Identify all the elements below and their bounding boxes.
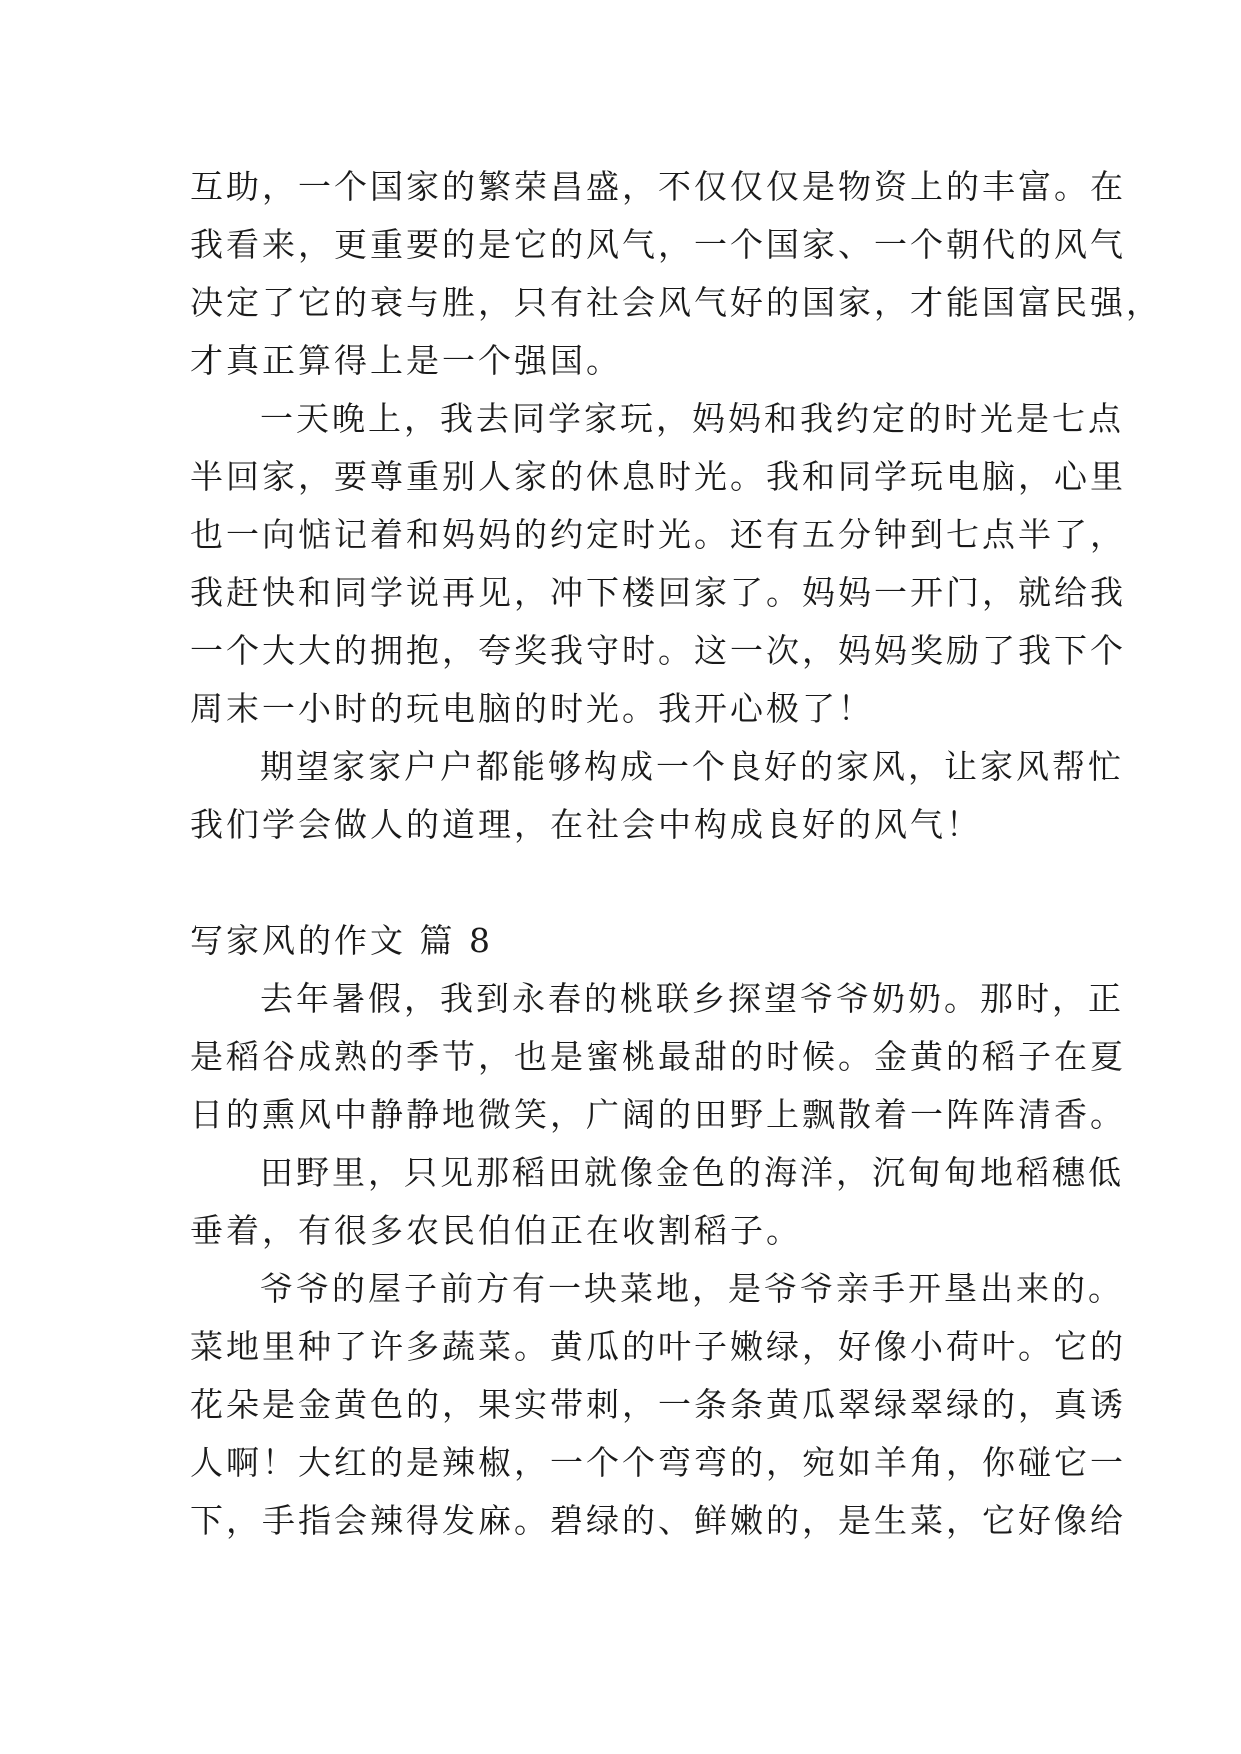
paragraph-vegetable-garden: [190, 1260, 1126, 1550]
text-line: 我们学会做人的道理，在社会中构成良好的风气！: [190, 805, 982, 844]
paragraph-continuation: [190, 158, 1162, 390]
text-line: 花朵是金黄色的，果实带刺，一条条黄瓜翠绿翠绿的，真诱: [190, 1385, 1126, 1424]
paragraph-closing-wish: [190, 738, 1124, 854]
text-line: 决定了它的衰与胜，只有社会风气好的国家，才能国富民强，: [190, 283, 1162, 322]
text-line: 也一向惦记着和妈妈的约定时光。还有五分钟到七点半了，: [190, 515, 1126, 554]
text-line: 才真正算得上是一个强国。: [190, 341, 622, 380]
essay-body: [190, 158, 1162, 1550]
text-line: 是稻谷成熟的季节，也是蜜桃最甜的时候。金黄的稻子在夏: [190, 1037, 1126, 1076]
section-heading: 写家风的作文 篇 8: [190, 921, 493, 960]
paragraph-rice-fields: [190, 1144, 1124, 1260]
text-line: 周末一小时的玩电脑的时光。我开心极了！: [190, 689, 874, 728]
text-line: 互助，一个国家的繁荣昌盛，不仅仅仅是物资上的丰富。在: [190, 167, 1126, 206]
text-line: 我看来，更重要的是它的风气，一个国家、一个朝代的风气: [190, 225, 1126, 264]
text-line: 我赶快和同学说再见，冲下楼回家了。妈妈一开门，就给我: [190, 573, 1126, 612]
text-line: 菜地里种了许多蔬菜。黄瓜的叶子嫩绿，好像小荷叶。它的: [190, 1327, 1126, 1366]
section-gap: [190, 854, 1070, 912]
text-line: 人啊！大红的是辣椒，一个个弯弯的，宛如羊角，你碰它一: [190, 1443, 1126, 1482]
text-line: 垂着，有很多农民伯伯正在收割稻子。: [190, 1211, 802, 1250]
text-line: 半回家，要尊重别人家的休息时光。我和同学玩电脑，心里: [190, 457, 1126, 496]
text-line: 日的熏风中静静地微笑，广阔的田野上飘散着一阵阵清香。: [190, 1095, 1126, 1134]
text-line: 爷爷的屋子前方有一块菜地，是爷爷亲手开垦出来的。: [260, 1269, 1124, 1308]
text-line: 下，手指会辣得发麻。碧绿的、鲜嫩的，是生菜，它好像给: [190, 1501, 1126, 1540]
paragraph-evening-visit: [190, 390, 1126, 738]
paragraph-summer-trip: [190, 970, 1126, 1144]
text-line: 一天晚上，我去同学家玩，妈妈和我约定的时光是七点: [260, 399, 1124, 438]
text-line: 田野里，只见那稻田就像金色的海洋，沉甸甸地稻穗低: [260, 1153, 1124, 1192]
text-line: 一个大大的拥抱，夸奖我守时。这一次，妈妈奖励了我下个: [190, 631, 1126, 670]
text-line: 期望家家户户都能够构成一个良好的家风，让家风帮忙: [260, 747, 1124, 786]
text-line: 去年暑假，我到永春的桃联乡探望爷爷奶奶。那时，正: [260, 979, 1124, 1018]
